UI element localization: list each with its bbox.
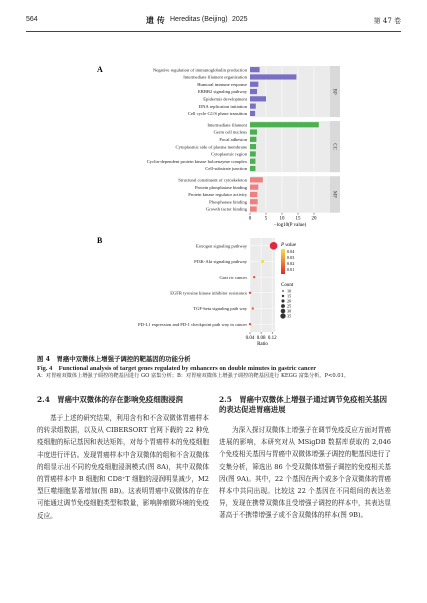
legend-count-dot xyxy=(282,290,284,292)
kegg-point xyxy=(261,260,264,263)
legend-count-label: 30 xyxy=(287,308,292,314)
panel-bg xyxy=(250,238,275,332)
legend-p-tick: 0.01 xyxy=(287,267,295,272)
go-bar xyxy=(250,74,296,79)
x-tick-label: 10 xyxy=(279,216,285,222)
go-bar xyxy=(250,129,257,134)
section-2-5-title: 2.5 胃癌中双微体上增强子通过调节免疫相关基因的表达促进胃癌进展 xyxy=(219,395,388,414)
legend-count-dot xyxy=(280,313,285,318)
page-number: 564 xyxy=(26,16,38,23)
go-term-label: Protein kinase regulator activity xyxy=(188,192,247,198)
go-bar xyxy=(250,199,258,204)
go-term-label: Growth factor binding xyxy=(205,206,247,212)
x-tick-label: 0.08 xyxy=(256,336,266,341)
panel-bg-cc xyxy=(250,121,330,172)
kegg-point xyxy=(249,292,251,294)
go-bar xyxy=(250,185,258,190)
go-term-label: Intermediate filament organization xyxy=(183,74,247,80)
kegg-pathway-label: PI3K-Akt signaling pathway xyxy=(194,259,247,265)
volume-number: 第 47 卷 xyxy=(373,17,401,25)
go-bar xyxy=(250,166,255,171)
section-2-4-title: 2.4 胃癌中双微体的存在影响免疫细胞浸润 xyxy=(37,395,183,404)
kegg-pathway-label: EGFR tyrosine kinase inhibitor resistance xyxy=(170,290,247,296)
go-bar xyxy=(250,89,257,94)
kegg-point xyxy=(249,323,251,325)
kegg-pathway-label: TGF-beta signaling path way xyxy=(193,306,247,312)
x-tick-label: 15 xyxy=(295,216,301,222)
kegg-pathway-label: Gast ric cancer xyxy=(219,274,247,280)
x-tick-label: 5 xyxy=(264,216,268,222)
journal-name-cn: 遗 传 xyxy=(146,15,165,25)
kegg-pathway-label: Estrogen signaling pathway xyxy=(195,243,247,249)
go-bar xyxy=(250,137,256,142)
legend-count-label: 15 xyxy=(287,293,292,299)
legend-count-label: 20 xyxy=(287,298,292,304)
kegg-point xyxy=(270,242,278,250)
figure-caption-en: Fig. 4 Functional analysis of target genes regulated by enhancers on double minutes in gastric cancer xyxy=(37,365,317,372)
panel-a-label: A xyxy=(97,65,103,74)
legend-count-label: 35 xyxy=(287,313,292,319)
legend-p-title: P value xyxy=(281,243,297,248)
go-enrichment-chart xyxy=(147,66,340,228)
go-bar xyxy=(250,177,263,182)
go-bar xyxy=(250,144,256,149)
go-term-label: Focal adhesion xyxy=(219,136,247,142)
go-term-label: ERBB2 signaling pathway xyxy=(198,89,247,95)
go-term-label: Cytoplasmic side of plasma membrane xyxy=(175,144,247,150)
journal-name-en: Hereditas (Beijing) xyxy=(170,16,228,23)
go-bar xyxy=(250,82,258,87)
x-tick-label: 20 xyxy=(311,216,317,222)
go-term-label: Intermediate filament xyxy=(207,122,247,128)
go-bar xyxy=(250,67,260,72)
go-term-label: Negative regulation of immunoglobulin production xyxy=(152,67,247,73)
x-tick-label: 0 xyxy=(248,216,252,222)
kegg-pathway-label: PD-L1 expression and PD-1 checkpoint path way in cancer xyxy=(138,321,247,327)
go-term-label: Germ cell nucleus xyxy=(213,129,247,135)
go-term-label: Cyclin-dependent protein kinase holoenzyme complex xyxy=(146,158,247,164)
facet-label-cc: CC xyxy=(331,143,337,150)
legend-p-tick: 0.02 xyxy=(287,261,295,266)
legend-count-title: Count xyxy=(281,283,294,288)
section-2-5-body: 为深入探讨双微体上增强子在调节免疫反应方面对胃癌进展的影响，本研究对从 MSigDB 数据库获取的 2,046 个免疫相关基因与胃癌中双微体增强子调控的靶基因进行了交集分析，筛选出 86 个受双微体增强子调控的免疫相关基因(图 9A)。其中，22 个基因在两个或多个含双微体的胃癌样本中共同出现。比较这 22 个基因在不同组间的表达差异，发现在携带双微体且受增强子调控的样本中，其表达显著高于不携带增强子或不含双微体的样本(图 9B)。 xyxy=(219,426,391,520)
panel-b-label: B xyxy=(97,236,103,245)
facet-label-bp: BP xyxy=(331,88,337,95)
legend-count-label: 25 xyxy=(287,303,292,309)
go-term-label: Protein phosphatase binding xyxy=(194,184,247,190)
go-bar xyxy=(250,96,266,101)
legend-count-dot xyxy=(281,309,286,314)
journal-year: 2025 xyxy=(232,16,248,23)
x-axis-title: Ratio xyxy=(257,342,268,347)
kegg-enrichment-chart xyxy=(138,238,297,347)
go-bar xyxy=(250,104,256,109)
go-bar xyxy=(250,192,257,197)
go-term-label: Humoral immune response xyxy=(197,81,247,87)
kegg-point xyxy=(252,307,254,309)
legend-count-dot xyxy=(281,299,284,302)
go-bar xyxy=(250,206,257,211)
go-term-label: Cell-substrate junction xyxy=(205,166,247,172)
legend-count-dot xyxy=(281,304,285,308)
go-term-label: Structural constituent of cytoskeleton xyxy=(178,177,247,183)
legend-count-label: 10 xyxy=(287,288,292,294)
go-bar xyxy=(250,122,319,127)
go-bar xyxy=(250,159,255,164)
legend-p-tick: 0.04 xyxy=(287,249,295,254)
go-term-label: Cell cycle G1/S phase transition xyxy=(187,111,247,117)
facet-label-mf: MF xyxy=(331,190,337,199)
go-bar xyxy=(250,111,255,116)
legend-p-colorbar xyxy=(281,249,285,274)
legend-count-dot xyxy=(282,295,284,297)
x-tick-label: 0.12 xyxy=(267,336,277,341)
go-term-label: Phosphatase binding xyxy=(209,199,247,205)
go-term-label: Cytoplasmic region xyxy=(210,151,247,157)
x-axis-title: −log10(P value) xyxy=(273,223,307,229)
go-term-label: DNA replication initiation xyxy=(198,103,247,109)
x-tick-label: 0.04 xyxy=(245,336,255,341)
go-term-label: Epidermis development xyxy=(203,96,247,102)
figure-caption-detail: A：对胃癌双微体上增强子调控的靶基因进行 GO 富集分析；B：对胃癌双微体上增强子调控的靶基因进行 KEGG 富集分析。P<0.01。 xyxy=(37,373,350,379)
section-2-4-body: 基于上述的研究结果，利用含有和不含双微体胃癌样本的转录组数据，以及从 CIBERSORT 官网下载的 22 种免疫细胞的标记基因和表达矩阵，对每个胃癌样本的免疫细胞丰度进行评估。发现胃癌样本中含双微体的组和不含双微体的组显示出不同的免疫细胞浸润模式(图 8A)，其中双微体的胃癌样本中 B 细胞和 CD8⁺T 细胞的浸润明显减少，M2 型巨噬细胞显著增加(图 8B)。这表明胃癌中双微体的存在可能通过调节免疫细胞类型和数量，影响肿瘤微环境的免疫反应。 xyxy=(37,414,209,520)
panel-bg-bp xyxy=(250,66,330,117)
legend-p-tick: 0.03 xyxy=(287,255,295,260)
go-bar xyxy=(250,151,256,156)
figure-caption-cn: 图 4 胃癌中双微体上增强子调控的靶基因的功能分析 xyxy=(37,355,191,363)
kegg-point xyxy=(253,276,255,278)
